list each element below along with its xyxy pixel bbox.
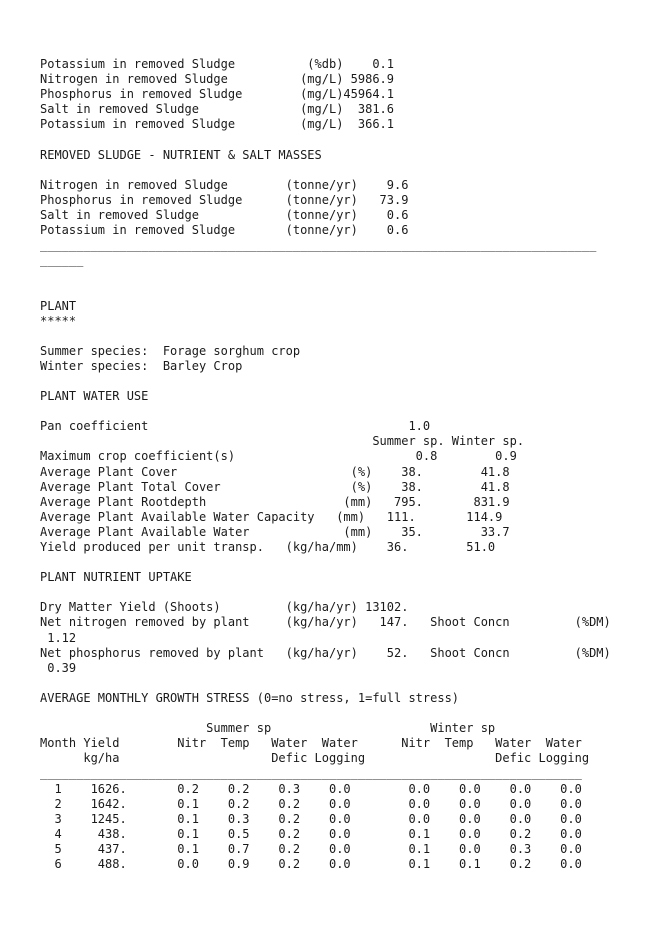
report-line: 6 488. 0.0 0.9 0.2 0.0 0.1 0.1 0.2 0.0 xyxy=(40,856,582,871)
report-line: 1.12 xyxy=(40,630,77,645)
report-line: 2 1642. 0.1 0.2 0.2 0.0 0.0 0.0 0.0 0.0 xyxy=(40,796,582,811)
report-line: Nitrogen in removed Sludge (mg/L) 5986.9 xyxy=(40,72,395,87)
report-line xyxy=(40,283,611,298)
report-line: Salt in removed Sludge (mg/L) 381.6 xyxy=(40,102,395,117)
report-line: Potassium in removed Sludge (mg/L) 366.1 xyxy=(40,117,395,132)
report-line: Summer sp Winter sp xyxy=(40,721,496,736)
report-line: 4 438. 0.1 0.5 0.2 0.0 0.1 0.0 0.2 0.0 xyxy=(40,826,582,841)
report-line: PLANT WATER USE xyxy=(40,389,149,404)
report-line: REMOVED SLUDGE - NUTRIENT & SALT MASSES xyxy=(40,147,322,162)
report-line: Average Plant Available Water (mm) 35. 33.7 xyxy=(40,524,510,539)
report-line xyxy=(40,132,611,147)
report-line: 3 1245. 0.1 0.3 0.2 0.0 0.0 0.0 0.0 0.0 xyxy=(40,811,582,826)
report-line: PLANT NUTRIENT UPTAKE xyxy=(40,570,192,585)
report-line: Nitrogen in removed Sludge (tonne/yr) 9.6 xyxy=(40,177,409,192)
report-line: Net phosphorus removed by plant (kg/ha/yr) 52. Shoot Concn (%DM) xyxy=(40,645,611,660)
report-line: Potassium in removed Sludge (%db) 0.1 xyxy=(40,57,395,71)
report-line: 5 437. 0.1 0.7 0.2 0.0 0.1 0.0 0.3 0.0 xyxy=(40,841,582,856)
report-line xyxy=(40,329,611,344)
report-line: Salt in removed Sludge (tonne/yr) 0.6 xyxy=(40,207,409,222)
report-line: Phosphorus in removed Sludge (tonne/yr) 73.9 xyxy=(40,192,409,207)
report-line: kg/ha Defic Logging Defic Logging xyxy=(40,751,590,766)
report-line: 1 1626. 0.2 0.2 0.3 0.0 0.0 0.0 0.0 0.0 xyxy=(40,781,582,796)
report-line: ______ xyxy=(40,253,84,268)
report-line xyxy=(40,706,611,721)
report-line xyxy=(40,268,611,283)
report-line: Summer species: Forage sorghum crop xyxy=(40,343,301,358)
report-line xyxy=(40,374,611,389)
report-line: Yield produced per unit transp. (kg/ha/mm) 36. 51.0 xyxy=(40,540,496,554)
report-line: Average Plant Cover (%) 38. 41.8 xyxy=(40,464,510,479)
report-line: _____________________________________________________________________________ xyxy=(40,238,597,253)
report-line: Dry Matter Yield (Shoots) (kg/ha/yr) 13102. xyxy=(40,600,409,615)
report-line: ___________________________________________________________________________ xyxy=(40,766,582,781)
report-line: Net nitrogen removed by plant (kg/ha/yr) 147. Shoot Concn (%DM) xyxy=(40,615,611,630)
report-line xyxy=(40,585,611,600)
report-line xyxy=(40,404,611,419)
report-line: 0.39 xyxy=(40,660,77,675)
report-line: Summer sp. Winter sp. xyxy=(40,434,525,449)
report-line: Potassium in removed Sludge (tonne/yr) 0.6 xyxy=(40,223,409,238)
report-line: Month Yield Nitr Temp Water Water Nitr Temp Water Water xyxy=(40,736,582,751)
report-line: ***** xyxy=(40,313,77,328)
report-line: Average Plant Rootdepth (mm) 795. 831.9 xyxy=(40,494,510,509)
report-line: Winter species: Barley Crop xyxy=(40,358,243,373)
report-line: AVERAGE MONTHLY GROWTH STRESS (0=no stress, 1=full stress) xyxy=(40,690,460,705)
report-line xyxy=(40,676,611,691)
report-text xyxy=(40,57,611,872)
report-line: Phosphorus in removed Sludge (mg/L)45964.1 xyxy=(40,87,395,102)
report-line xyxy=(40,163,611,178)
report-line: Pan coefficient 1.0 xyxy=(40,419,431,434)
report-line: Average Plant Available Water Capacity (mm) 111. 114.9 xyxy=(40,509,503,524)
report-line: Average Plant Total Cover (%) 38. 41.8 xyxy=(40,479,510,494)
report-line: Maximum crop coefficient(s) 0.8 0.9 xyxy=(40,449,517,464)
report-line xyxy=(40,555,611,570)
report-line: PLANT xyxy=(40,298,77,313)
